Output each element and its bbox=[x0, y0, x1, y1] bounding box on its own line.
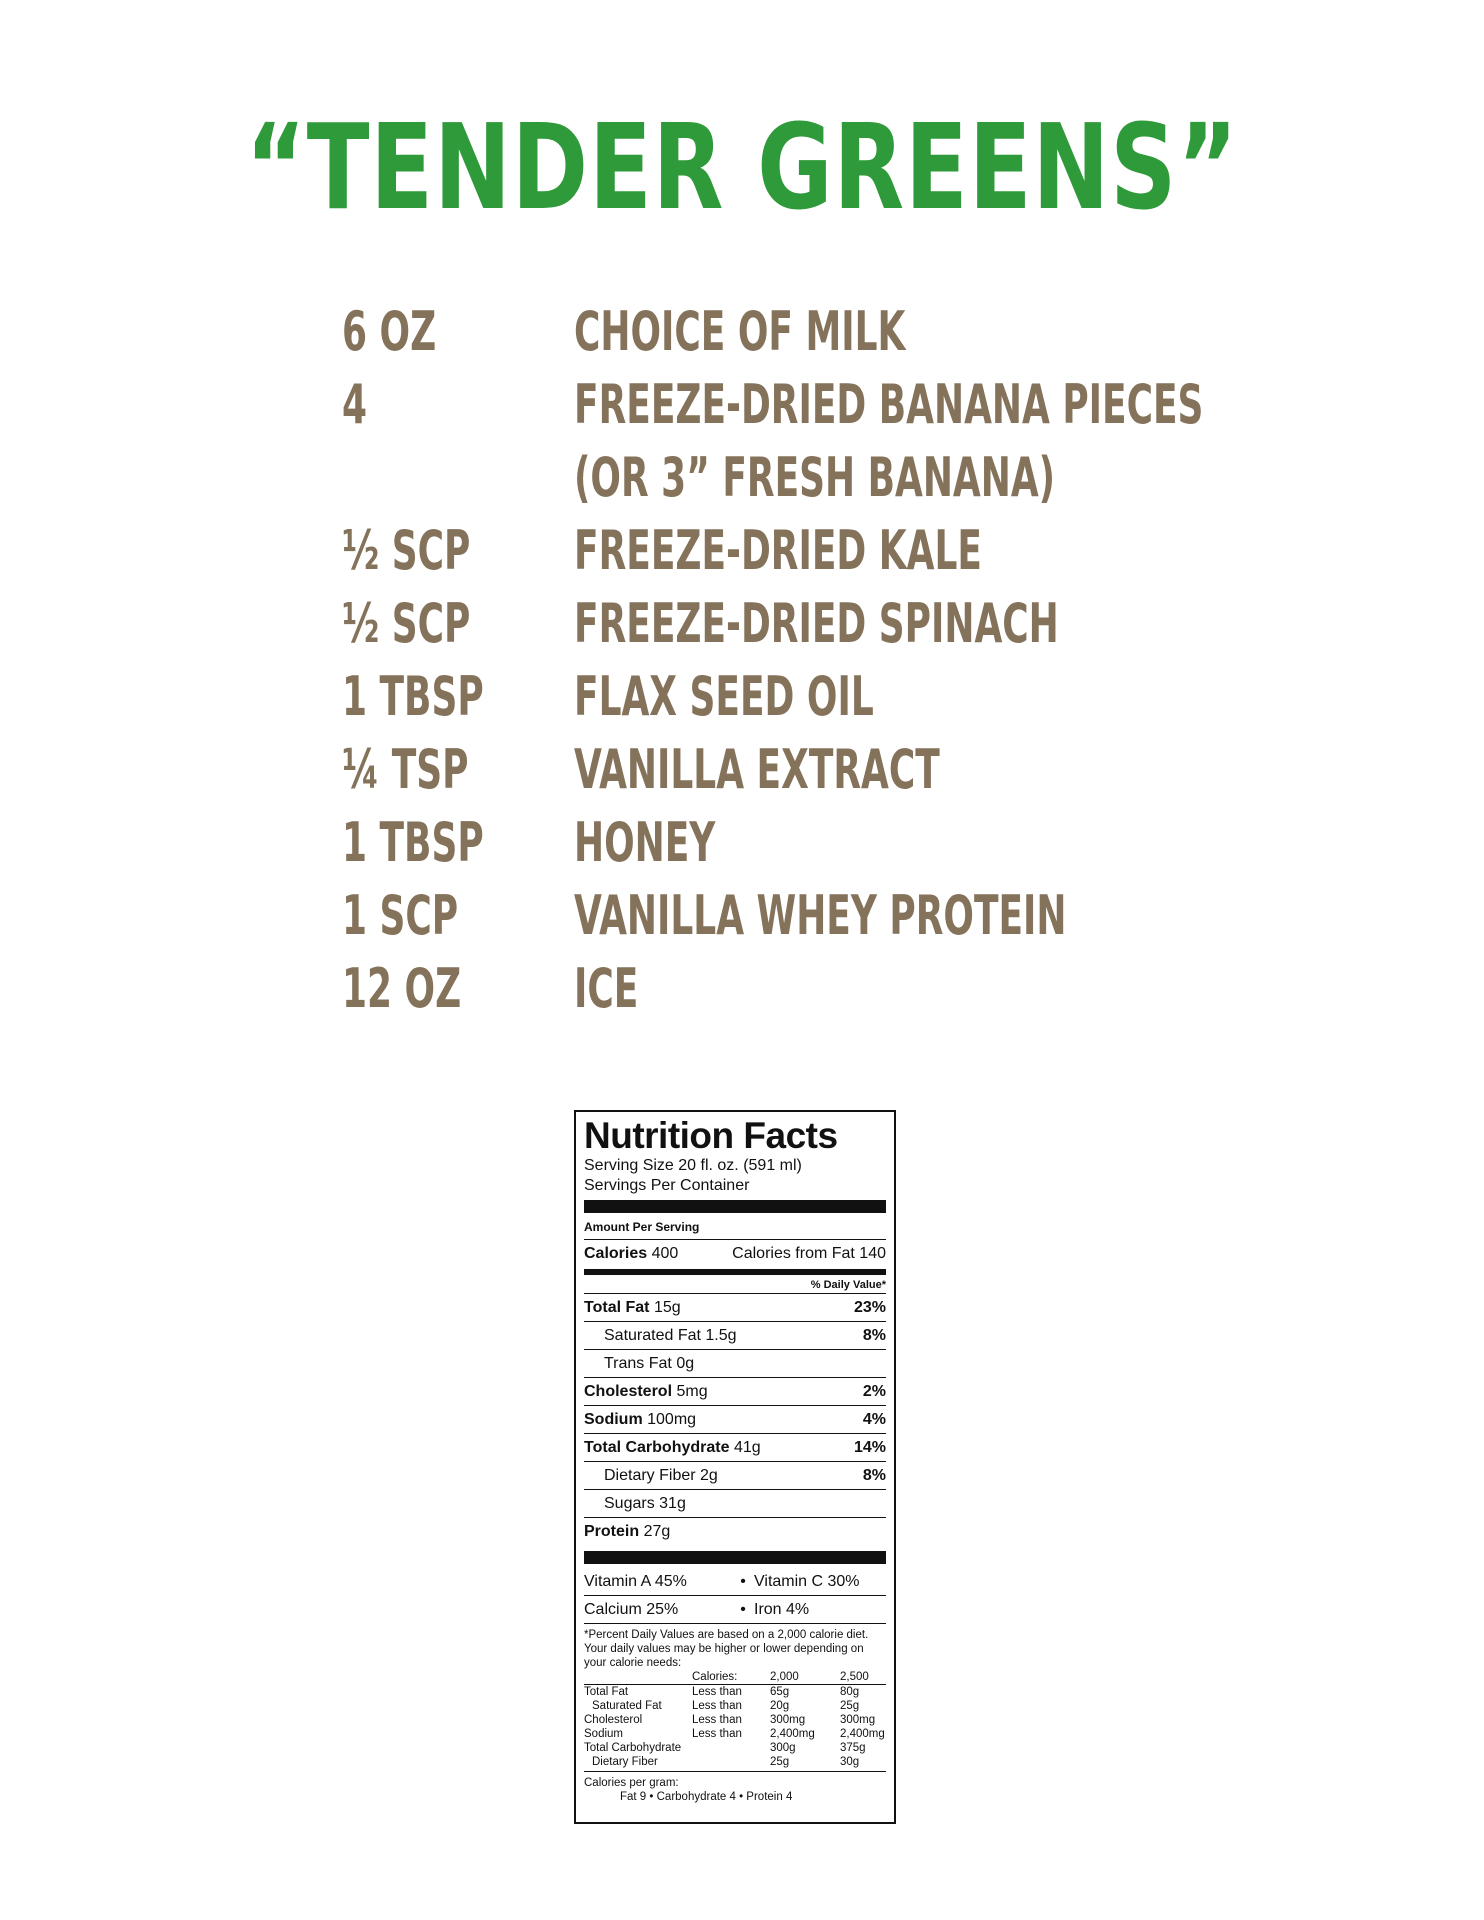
dv-table-cell: Less than bbox=[692, 1700, 742, 1712]
dv-table-row bbox=[584, 1685, 886, 1700]
nutrient-row bbox=[584, 1294, 886, 1322]
dv-header-cell: Calories: bbox=[692, 1670, 770, 1685]
dv-table-row bbox=[584, 1713, 886, 1727]
ingredient-quantity: 12 OZ bbox=[342, 957, 462, 1020]
ingredient-quantity: ½ SCP bbox=[342, 519, 471, 582]
nutrient-name: Sugars bbox=[604, 1495, 655, 1512]
dv-table-cell: 25g bbox=[770, 1756, 790, 1768]
dv-table-cell: Less than bbox=[692, 1728, 742, 1740]
nutrition-title: Nutrition Facts bbox=[584, 1115, 838, 1156]
nutrient-name: Protein bbox=[584, 1523, 640, 1540]
nutrient-row bbox=[584, 1434, 886, 1462]
dv-table-cell: 300mg bbox=[770, 1714, 806, 1726]
ingredient-name: VANILLA WHEY PROTEIN bbox=[574, 884, 1067, 947]
dv-table-cell: Cholesterol bbox=[584, 1714, 643, 1726]
nutrient-label bbox=[584, 1518, 670, 1545]
dv-table-cell: 25g bbox=[840, 1700, 860, 1712]
calories-per-gram-values: Fat 9 • Carbohydrate 4 • Protein 4 bbox=[620, 1791, 793, 1803]
nutrient-daily-value: 23% bbox=[853, 1299, 886, 1316]
ingredient-quantity: ½ SCP bbox=[342, 592, 471, 655]
nutrient-row bbox=[584, 1322, 886, 1350]
daily-value-header: % Daily Value* bbox=[584, 1277, 886, 1294]
ingredient-name: HONEY bbox=[574, 811, 716, 874]
dv-table-cell: 80g bbox=[840, 1686, 860, 1698]
dv-table-cell: 300g bbox=[770, 1742, 796, 1754]
nutrient-label bbox=[584, 1378, 708, 1405]
amount-per-serving: Amount Per Serving bbox=[584, 1217, 886, 1240]
nutrient-label bbox=[584, 1434, 761, 1461]
nutrient-label bbox=[604, 1350, 694, 1377]
ingredient-name: FREEZE-DRIED SPINACH bbox=[574, 592, 1059, 655]
nutrient-amount: 100mg bbox=[647, 1411, 697, 1428]
ingredient-quantity: 1 TBSP bbox=[342, 811, 484, 874]
ingredient-name: FLAX SEED OIL bbox=[574, 665, 874, 728]
nutrient-label bbox=[604, 1462, 718, 1489]
nutrient-amount: 15g bbox=[653, 1299, 681, 1316]
nutrient-name: Saturated Fat bbox=[604, 1327, 701, 1344]
ingredient-quantity: ¼ TSP bbox=[342, 738, 469, 801]
dv-header-cell: 2,500 bbox=[840, 1670, 886, 1685]
calories-value: 400 bbox=[651, 1245, 679, 1262]
nutrient-amount: 2g bbox=[700, 1467, 718, 1484]
nutrient-row bbox=[584, 1350, 886, 1378]
nutrient-name: Dietary Fiber bbox=[604, 1467, 696, 1484]
nutrient-row bbox=[584, 1490, 886, 1518]
calcium: Calcium 25% bbox=[584, 1601, 679, 1618]
dv-table-cell: 2,400mg bbox=[840, 1728, 885, 1740]
nutrient-row bbox=[584, 1462, 886, 1490]
dv-table-cell: 300mg bbox=[840, 1714, 876, 1726]
divider-thick bbox=[584, 1551, 886, 1564]
nutrient-daily-value: 8% bbox=[862, 1467, 886, 1484]
vitamin-a: Vitamin A 45% bbox=[584, 1573, 687, 1590]
ingredient-name: VANILLA EXTRACT bbox=[574, 738, 940, 801]
recipe-title: “TENDER GREENS” bbox=[245, 98, 1239, 236]
dv-table-row bbox=[584, 1727, 886, 1741]
dv-table-cell: Saturated Fat bbox=[592, 1700, 662, 1712]
nutrient-daily-value: 4% bbox=[862, 1411, 886, 1428]
nutrient-name: Sodium bbox=[584, 1411, 643, 1428]
nutrient-name: Cholesterol bbox=[584, 1383, 673, 1400]
dv-table-row bbox=[584, 1699, 886, 1713]
dv-table-cell: Total Fat bbox=[584, 1686, 629, 1698]
nutrient-amount: 41g bbox=[733, 1439, 761, 1456]
nutrient-row bbox=[584, 1406, 886, 1434]
dv-table-cell: Total Carbohydrate bbox=[584, 1742, 682, 1754]
divider-medium bbox=[584, 1269, 886, 1275]
nutrient-label bbox=[604, 1322, 737, 1349]
nutrient-name: Total Fat bbox=[584, 1299, 650, 1316]
divider-thick bbox=[584, 1200, 886, 1213]
dv-table-cell: Less than bbox=[692, 1686, 742, 1698]
dv-table-cell: 20g bbox=[770, 1700, 790, 1712]
nutrient-label bbox=[584, 1406, 696, 1433]
nutrient-amount: 1.5g bbox=[705, 1327, 737, 1344]
bullet: • bbox=[740, 1601, 746, 1618]
calories-row bbox=[584, 1240, 886, 1267]
dv-table-row bbox=[584, 1741, 886, 1755]
ingredient-quantity: 4 bbox=[342, 373, 368, 436]
dv-table-cell bbox=[692, 1741, 770, 1755]
vitamin-row bbox=[584, 1568, 886, 1596]
dv-table-cell: 375g bbox=[840, 1742, 866, 1754]
nutrient-amount: 5mg bbox=[676, 1383, 708, 1400]
dv-table-cell bbox=[692, 1755, 770, 1769]
nutrient-amount: 27g bbox=[643, 1523, 671, 1540]
dv-table-cell: 30g bbox=[840, 1756, 860, 1768]
dv-table-cell: Sodium bbox=[584, 1728, 623, 1740]
nutrition-facts-label bbox=[574, 1110, 896, 1824]
dv-table-header bbox=[584, 1670, 886, 1685]
serving-size: Serving Size 20 fl. oz. (591 ml) bbox=[584, 1157, 802, 1174]
nutrient-amount: 0g bbox=[676, 1355, 695, 1372]
nutrient-row bbox=[584, 1378, 886, 1406]
nutrient-label bbox=[604, 1490, 686, 1517]
ingredient-name: ICE bbox=[574, 957, 639, 1020]
nutrient-rows bbox=[584, 1294, 886, 1545]
dv-header-cell: 2,000 bbox=[770, 1670, 840, 1685]
nutrient-row bbox=[584, 1518, 886, 1545]
calories-label: Calories bbox=[584, 1245, 648, 1262]
ingredient-quantity: 1 TBSP bbox=[342, 665, 484, 728]
ingredient-quantity: 6 OZ bbox=[342, 300, 437, 363]
nutrient-name: Total Carbohydrate bbox=[584, 1439, 730, 1456]
nutrient-label bbox=[584, 1294, 681, 1321]
dv-table-cell: 2,400mg bbox=[770, 1728, 815, 1740]
iron: Iron 4% bbox=[754, 1601, 810, 1618]
nutrient-daily-value: 14% bbox=[853, 1439, 886, 1456]
calories-from-fat: Calories from Fat 140 bbox=[732, 1245, 886, 1262]
ingredient-quantity: 1 SCP bbox=[342, 884, 459, 947]
calories-per-gram: Calories per gram: bbox=[584, 1771, 886, 1790]
nutrient-name: Trans Fat bbox=[604, 1355, 672, 1372]
nutrient-daily-value: 8% bbox=[862, 1327, 886, 1344]
vitamin-c: Vitamin C 30% bbox=[754, 1573, 860, 1590]
dv-table-cell: Dietary Fiber bbox=[592, 1756, 658, 1768]
ingredient-name: FREEZE-DRIED KALE bbox=[574, 519, 982, 582]
footnote: *Percent Daily Values are based on a 2,000 calorie diet. Your daily values may be higher or lower depending on your calorie needs: bbox=[584, 1629, 869, 1669]
ingredient-name: CHOICE OF MILK bbox=[574, 300, 906, 363]
nutrient-daily-value: 2% bbox=[862, 1383, 886, 1400]
ingredient-name: (OR 3” FRESH BANANA) bbox=[574, 446, 1056, 509]
dv-table-row bbox=[584, 1755, 886, 1769]
servings-per-container: Servings Per Container bbox=[584, 1177, 750, 1194]
ingredient-name: FREEZE-DRIED BANANA PIECES bbox=[574, 373, 1204, 436]
dv-header-cell bbox=[584, 1670, 692, 1685]
bullet: • bbox=[740, 1573, 746, 1590]
mineral-row bbox=[584, 1596, 886, 1624]
nutrient-amount: 31g bbox=[659, 1495, 686, 1512]
dv-table-cell: Less than bbox=[692, 1714, 742, 1726]
daily-value-table bbox=[584, 1670, 886, 1769]
dv-table-cell: 65g bbox=[770, 1686, 790, 1698]
